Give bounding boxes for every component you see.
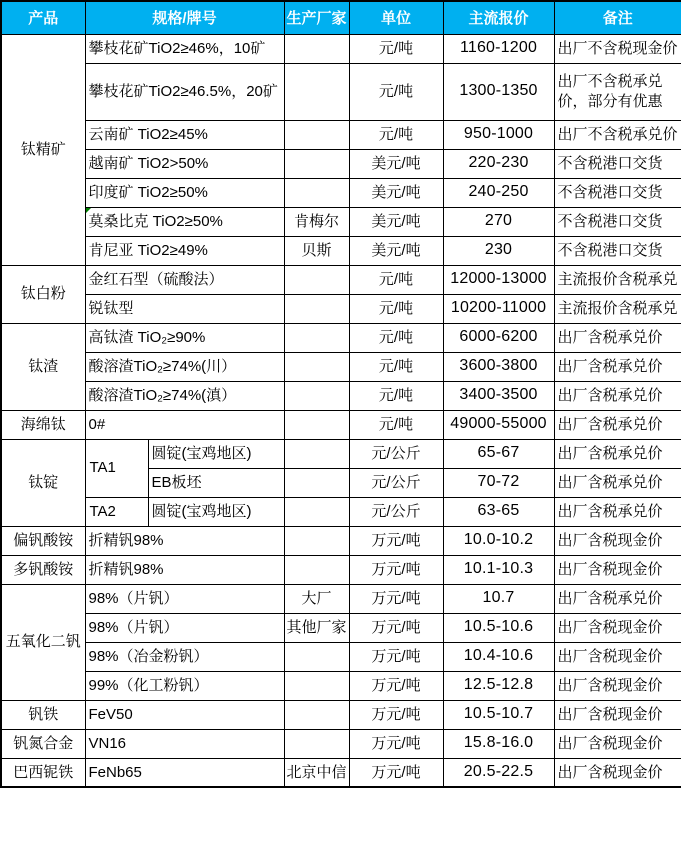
table-row	[1, 439, 681, 468]
unit-cell: 元/公斤	[349, 439, 443, 468]
spec-cell: FeV50	[85, 700, 284, 729]
note-cell: 出厂含税承兑价	[554, 410, 681, 439]
note-cell: 出厂含税现金价	[554, 700, 681, 729]
manufacturer-cell: 贝斯	[284, 236, 349, 265]
product-cell: 钒氮合金	[1, 729, 85, 758]
spec-cell: VN16	[85, 729, 284, 758]
unit-cell: 万元/吨	[349, 613, 443, 642]
note-cell: 不含税港口交货	[554, 207, 681, 236]
table-row	[1, 120, 681, 149]
spec-cell: FeNb65	[85, 758, 284, 787]
manufacturer-cell	[284, 729, 349, 758]
price-cell: 10.0-10.2	[443, 526, 554, 555]
table-row	[1, 207, 681, 236]
unit-cell: 元/吨	[349, 265, 443, 294]
table-row	[1, 352, 681, 381]
unit-cell: 元/吨	[349, 352, 443, 381]
spec-cell: 98%（片钒）	[85, 584, 284, 613]
manufacturer-cell	[284, 323, 349, 352]
unit-cell: 万元/吨	[349, 729, 443, 758]
product-cell: 钛精矿	[1, 34, 85, 265]
spec-cell: 圆锭(宝鸡地区)	[148, 439, 284, 468]
spec-cell: 折精钒98%	[85, 526, 284, 555]
note-cell: 出厂含税现金价	[554, 729, 681, 758]
unit-cell: 元/吨	[349, 381, 443, 410]
note-cell: 不含税港口交货	[554, 178, 681, 207]
note-cell: 出厂含税现金价	[554, 758, 681, 787]
product-cell: 钛渣	[1, 323, 85, 410]
spec-cell: 98%（冶金粉钒）	[85, 642, 284, 671]
unit-cell: 美元/吨	[349, 207, 443, 236]
price-cell: 12.5-12.8	[443, 671, 554, 700]
table-row	[1, 149, 681, 178]
column-header: 单位	[349, 1, 443, 34]
table-body	[1, 34, 681, 787]
unit-cell: 元/吨	[349, 323, 443, 352]
column-header: 生产厂家	[284, 1, 349, 34]
price-cell: 10.1-10.3	[443, 555, 554, 584]
manufacturer-cell	[284, 671, 349, 700]
table-header	[1, 1, 681, 34]
grade-cell: TA1	[85, 439, 148, 497]
table-row	[1, 642, 681, 671]
note-cell: 出厂含税承兑价	[554, 381, 681, 410]
price-cell: 49000-55000	[443, 410, 554, 439]
spec-cell: 高钛渣 TiO₂≥90%	[85, 323, 284, 352]
unit-cell: 元/吨	[349, 294, 443, 323]
table-row	[1, 34, 681, 63]
spec-cell: 98%（片钒）	[85, 613, 284, 642]
unit-cell: 万元/吨	[349, 584, 443, 613]
price-cell: 20.5-22.5	[443, 758, 554, 787]
price-cell: 1300-1350	[443, 63, 554, 120]
unit-cell: 元/公斤	[349, 497, 443, 526]
manufacturer-cell	[284, 468, 349, 497]
spec-cell: 越南矿 TiO2>50%	[85, 149, 284, 178]
unit-cell: 元/吨	[349, 120, 443, 149]
price-cell: 10.7	[443, 584, 554, 613]
table-row	[1, 584, 681, 613]
table-row	[1, 63, 681, 120]
manufacturer-cell	[284, 149, 349, 178]
manufacturer-cell	[284, 410, 349, 439]
table-row	[1, 526, 681, 555]
note-cell: 出厂含税现金价	[554, 613, 681, 642]
table-row	[1, 729, 681, 758]
table-row	[1, 410, 681, 439]
price-cell: 1160-1200	[443, 34, 554, 63]
unit-cell: 万元/吨	[349, 671, 443, 700]
manufacturer-cell	[284, 526, 349, 555]
note-cell: 出厂含税现金价	[554, 671, 681, 700]
note-cell: 主流报价含税承兑	[554, 265, 681, 294]
unit-cell: 万元/吨	[349, 642, 443, 671]
header-row	[1, 1, 681, 34]
product-cell: 偏钒酸铵	[1, 526, 85, 555]
unit-cell: 元/吨	[349, 34, 443, 63]
manufacturer-cell	[284, 34, 349, 63]
product-cell: 钛锭	[1, 439, 85, 526]
table-row	[1, 555, 681, 584]
table-row	[1, 294, 681, 323]
product-cell: 钒铁	[1, 700, 85, 729]
note-cell: 出厂含税承兑价	[554, 497, 681, 526]
manufacturer-cell	[284, 497, 349, 526]
price-cell: 10.5-10.6	[443, 613, 554, 642]
manufacturer-cell: 其他厂家	[284, 613, 349, 642]
spec-cell: 云南矿 TiO2≥45%	[85, 120, 284, 149]
spec-cell: EB板坯	[148, 468, 284, 497]
spec-cell: 攀枝花矿TiO2≥46%，10矿	[85, 34, 284, 63]
spec-cell: 折精钒98%	[85, 555, 284, 584]
spec-cell: 酸溶渣TiO₂≥74%(川）	[85, 352, 284, 381]
price-cell: 70-72	[443, 468, 554, 497]
price-cell: 230	[443, 236, 554, 265]
product-cell: 五氧化二钒	[1, 584, 85, 700]
manufacturer-cell: 肯梅尔	[284, 207, 349, 236]
price-cell: 10.4-10.6	[443, 642, 554, 671]
manufacturer-cell	[284, 120, 349, 149]
column-header: 主流报价	[443, 1, 554, 34]
table-row	[1, 671, 681, 700]
note-cell: 不含税港口交货	[554, 149, 681, 178]
cell-corner-flag-icon	[86, 208, 91, 213]
note-cell: 出厂不含税承兑价	[554, 120, 681, 149]
spec-cell: 攀枝花矿TiO2≥46.5%，20矿	[85, 63, 284, 120]
price-cell: 220-230	[443, 149, 554, 178]
spec-cell: 0#	[85, 410, 284, 439]
price-cell: 3400-3500	[443, 381, 554, 410]
price-cell: 15.8-16.0	[443, 729, 554, 758]
note-cell: 出厂含税现金价	[554, 555, 681, 584]
spec-cell: 酸溶渣TiO₂≥74%(滇）	[85, 381, 284, 410]
spec-cell: 圆锭(宝鸡地区)	[148, 497, 284, 526]
note-cell: 出厂含税现金价	[554, 526, 681, 555]
table-row	[1, 236, 681, 265]
grade-cell: TA2	[85, 497, 148, 526]
table-row	[1, 700, 681, 729]
price-cell: 63-65	[443, 497, 554, 526]
spec-cell: 锐钛型	[85, 294, 284, 323]
unit-cell: 元/公斤	[349, 468, 443, 497]
note-cell: 出厂含税承兑价	[554, 439, 681, 468]
product-cell: 海绵钛	[1, 410, 85, 439]
product-cell: 巴西铌铁	[1, 758, 85, 787]
manufacturer-cell	[284, 63, 349, 120]
manufacturer-cell	[284, 439, 349, 468]
note-cell: 不含税港口交货	[554, 236, 681, 265]
note-cell: 出厂含税承兑价	[554, 352, 681, 381]
unit-cell: 万元/吨	[349, 700, 443, 729]
spec-cell: 莫桑比克 TiO2≥50%	[85, 207, 284, 236]
note-cell: 出厂不含税现金价	[554, 34, 681, 63]
table-row	[1, 381, 681, 410]
note-cell: 出厂不含税承兑价，部分有优惠	[554, 63, 681, 120]
manufacturer-cell	[284, 352, 349, 381]
manufacturer-cell: 大厂	[284, 584, 349, 613]
table-row	[1, 497, 681, 526]
unit-cell: 万元/吨	[349, 758, 443, 787]
spec-cell: 印度矿 TiO2≥50%	[85, 178, 284, 207]
price-cell: 12000-13000	[443, 265, 554, 294]
unit-cell: 元/吨	[349, 410, 443, 439]
note-cell: 出厂含税承兑价	[554, 468, 681, 497]
table-row	[1, 323, 681, 352]
price-cell: 6000-6200	[443, 323, 554, 352]
manufacturer-cell	[284, 178, 349, 207]
table-row	[1, 265, 681, 294]
unit-cell: 万元/吨	[349, 526, 443, 555]
unit-cell: 美元/吨	[349, 178, 443, 207]
note-cell: 出厂含税承兑价	[554, 584, 681, 613]
price-cell: 240-250	[443, 178, 554, 207]
price-cell: 270	[443, 207, 554, 236]
column-header: 产品	[1, 1, 85, 34]
table-row	[1, 613, 681, 642]
note-cell: 主流报价含税承兑	[554, 294, 681, 323]
column-header: 备注	[554, 1, 681, 34]
manufacturer-cell	[284, 555, 349, 584]
unit-cell: 元/吨	[349, 63, 443, 120]
table-row	[1, 178, 681, 207]
spec-cell: 肯尼亚 TiO2≥49%	[85, 236, 284, 265]
price-cell: 65-67	[443, 439, 554, 468]
spec-cell: 金红石型（硫酸法）	[85, 265, 284, 294]
manufacturer-cell: 北京中信	[284, 758, 349, 787]
unit-cell: 美元/吨	[349, 236, 443, 265]
note-cell: 出厂含税承兑价	[554, 323, 681, 352]
product-cell: 多钒酸铵	[1, 555, 85, 584]
unit-cell: 美元/吨	[349, 149, 443, 178]
manufacturer-cell	[284, 265, 349, 294]
price-cell: 3600-3800	[443, 352, 554, 381]
note-cell: 出厂含税现金价	[554, 642, 681, 671]
manufacturer-cell	[284, 642, 349, 671]
unit-cell: 万元/吨	[349, 555, 443, 584]
price-cell: 10.5-10.7	[443, 700, 554, 729]
spec-cell: 99%（化工粉钒）	[85, 671, 284, 700]
manufacturer-cell	[284, 381, 349, 410]
product-cell: 钛白粉	[1, 265, 85, 323]
manufacturer-cell	[284, 294, 349, 323]
column-header: 规格/牌号	[85, 1, 284, 34]
manufacturer-cell	[284, 700, 349, 729]
price-cell: 950-1000	[443, 120, 554, 149]
price-cell: 10200-11000	[443, 294, 554, 323]
table-row	[1, 758, 681, 787]
